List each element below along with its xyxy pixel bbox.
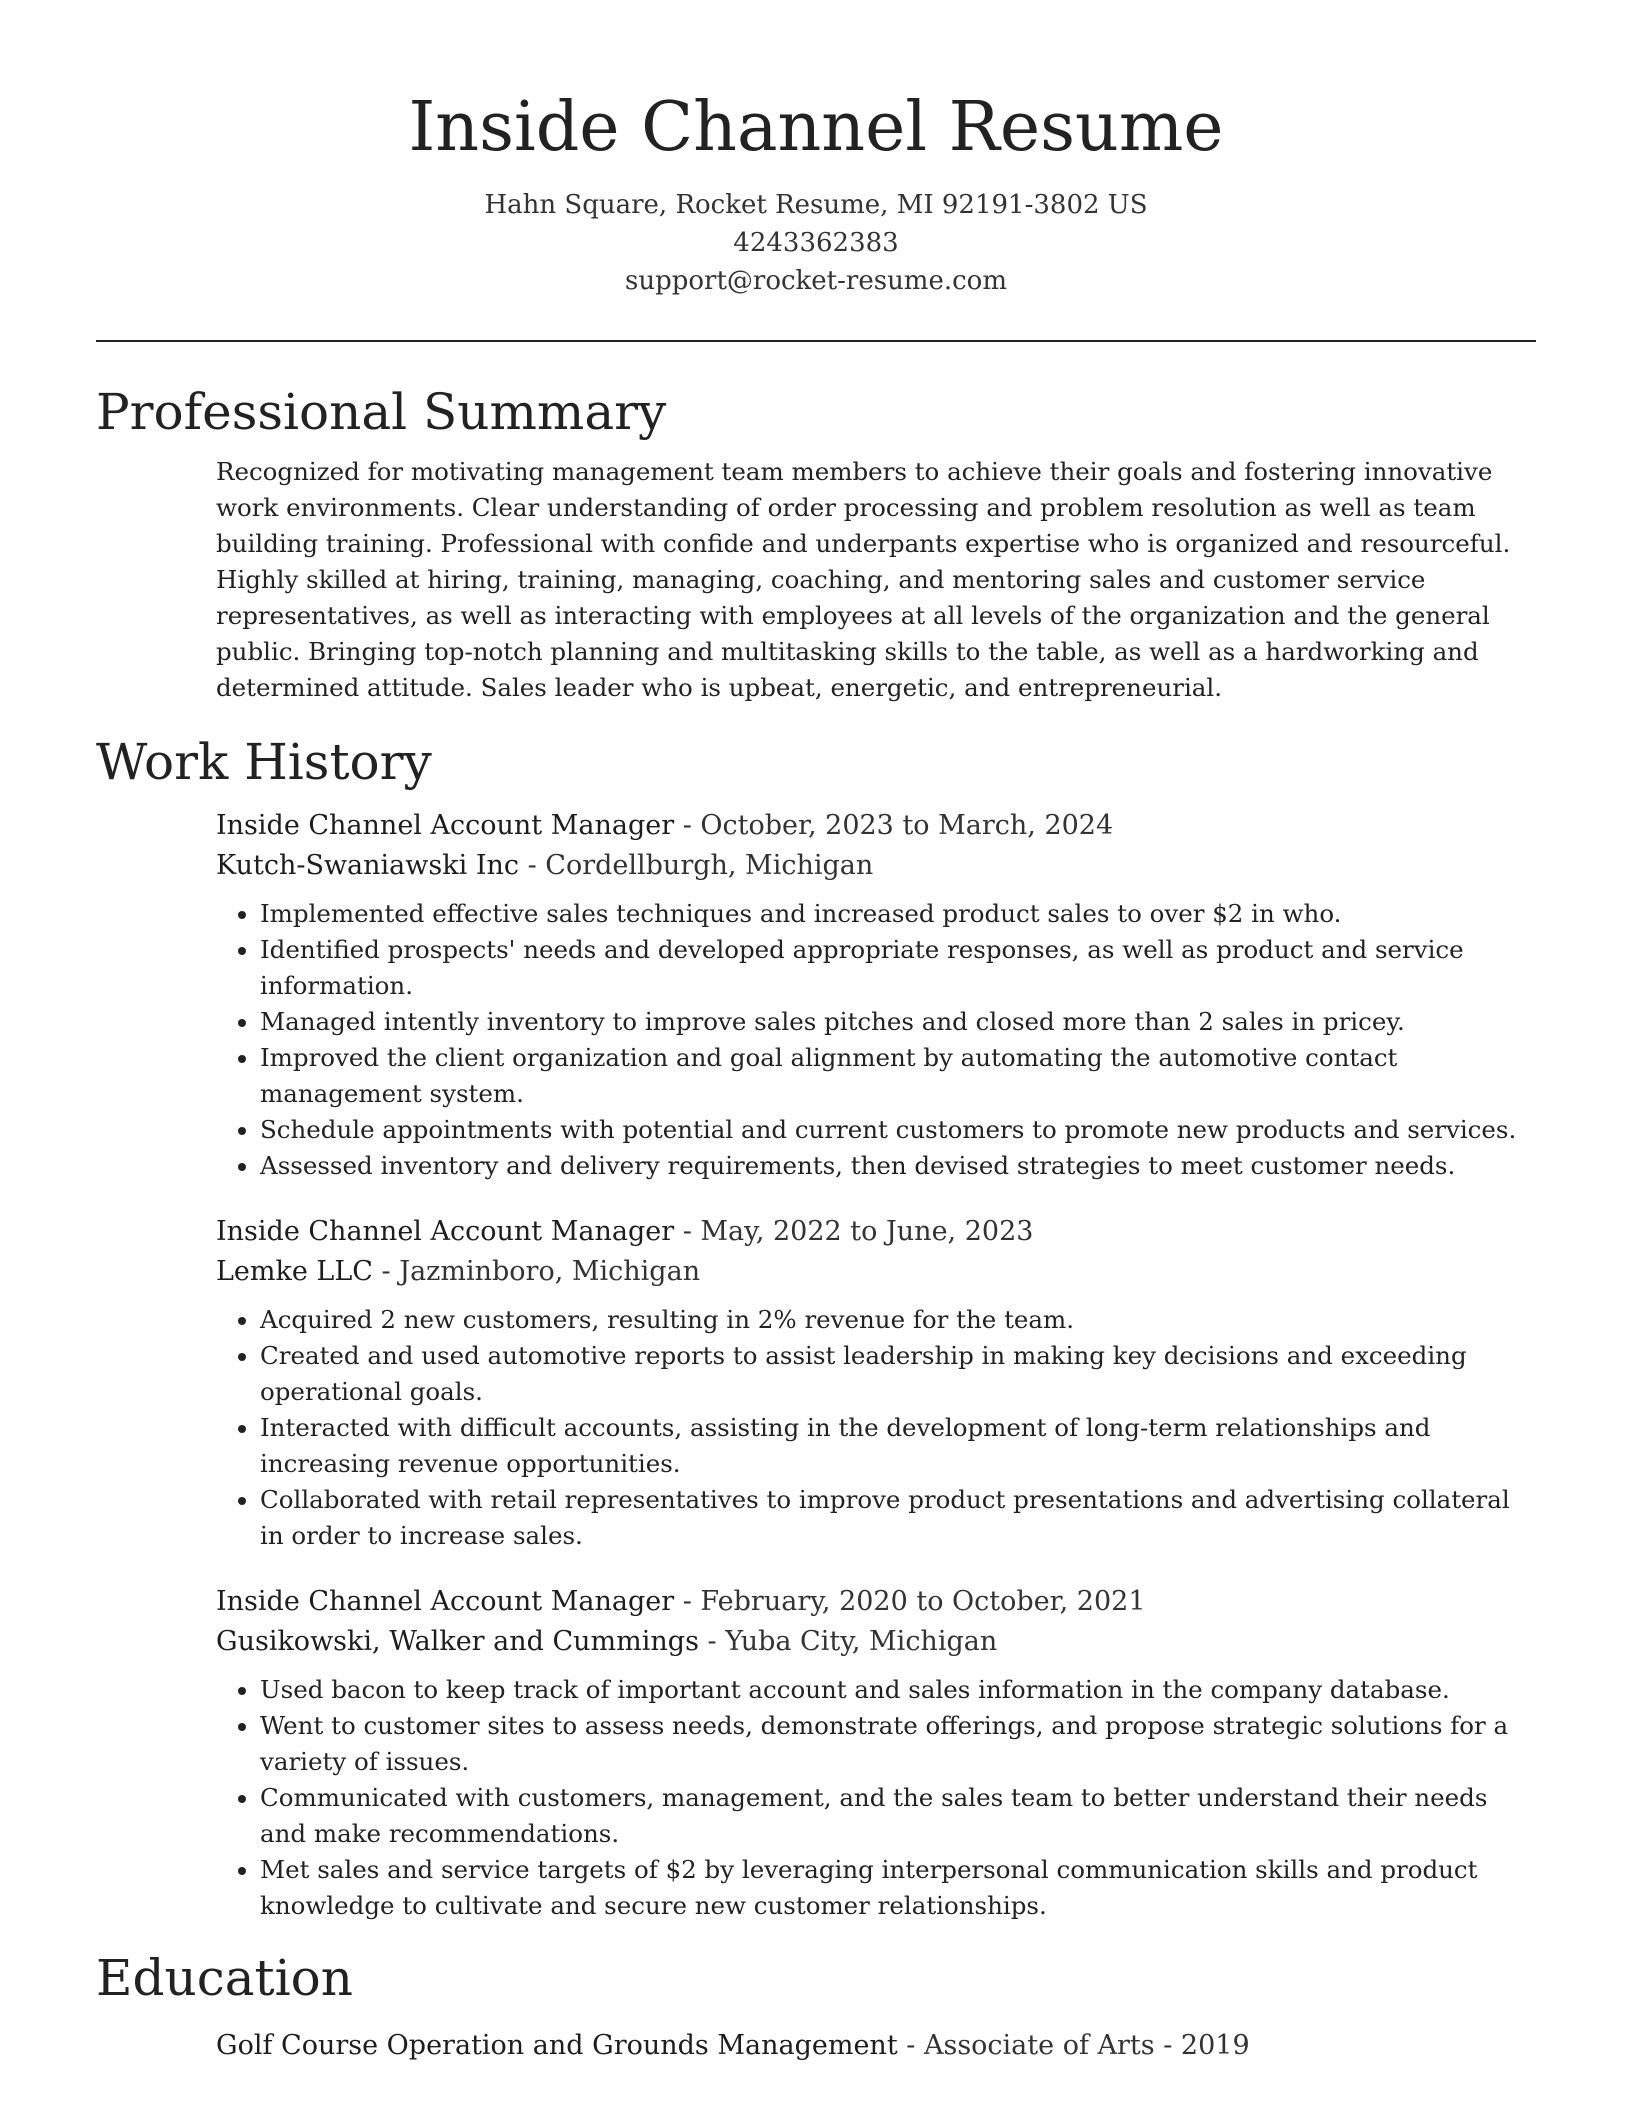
job-title-line (216, 1582, 1536, 1622)
resume-header (96, 0, 1536, 300)
job-bullet: • Acquired 2 new customers, resulting in 2% revenue for the team. (260, 1302, 1536, 1338)
job-company-line (216, 1622, 1536, 1662)
job-bullet: • Interacted with difficult accounts, assisting in the development of long-term relationships and increasing revenue opportunities. (260, 1410, 1536, 1482)
job-bullet: • Managed intently inventory to improve sales pitches and closed more than 2 sales in pricey. (260, 1004, 1536, 1040)
education-heading: Education (96, 1949, 353, 2007)
job-bullets (216, 1302, 1536, 1554)
job-entry (216, 1582, 1536, 1924)
job-entry (216, 1212, 1536, 1554)
job-dates: - May, 2022 to June, 2023 (674, 1216, 1034, 1247)
job-bullet: • Assessed inventory and delivery requirements, then devised strategies to meet customer needs. (260, 1148, 1536, 1184)
education-section (96, 2026, 1536, 2066)
job-bullets (216, 1672, 1536, 1924)
job-location: - Cordellburgh, Michigan (519, 850, 874, 881)
job-role: Inside Channel Account Manager (216, 1216, 675, 1247)
work-history-heading: Work History (96, 733, 432, 791)
job-bullet: • Met sales and service targets of $2 by leveraging interpersonal communication skills and product knowledge to cultivate and secure new customer relationships. (260, 1852, 1536, 1924)
summary-heading: Professional Summary (96, 383, 667, 441)
job-bullet: • Identified prospects' needs and developed appropriate responses, as well as product and service information. (260, 932, 1536, 1004)
job-entry (216, 806, 1536, 1184)
job-dates: - February, 2020 to October, 2021 (674, 1586, 1146, 1617)
job-bullet: • Went to customer sites to assess needs, demonstrate offerings, and propose strategic solutions for a variety of issues. (260, 1708, 1536, 1780)
job-bullet: • Improved the client organization and goal alignment by automating the automotive contact management system. (260, 1040, 1536, 1112)
job-company-line (216, 846, 1536, 886)
job-bullets (216, 896, 1536, 1184)
job-location: - Jazminboro, Michigan (372, 1256, 701, 1287)
contact-block (96, 186, 1536, 300)
job-title-line (216, 1212, 1536, 1252)
summary-section (96, 454, 1536, 706)
job-title-line (216, 806, 1536, 846)
job-company: Gusikowski, Walker and Cummings (216, 1626, 699, 1657)
header-divider (96, 340, 1536, 342)
job-role: Inside Channel Account Manager (216, 810, 675, 841)
work-history-section (96, 806, 1536, 1924)
contact-phone: 4243362383 (733, 228, 899, 258)
job-location: - Yuba City, Michigan (698, 1626, 998, 1657)
education-program: Golf Course Operation and Grounds Management (216, 2030, 898, 2061)
job-bullet: • Schedule appointments with potential and current customers to promote new products and services. (260, 1112, 1536, 1148)
contact-email: support@rocket-resume.com (624, 266, 1007, 296)
education-entry (216, 2026, 1536, 2066)
job-dates: - October, 2023 to March, 2024 (674, 810, 1114, 841)
job-bullet: • Used bacon to keep track of important account and sales information in the company database. (260, 1672, 1536, 1708)
job-bullet: • Created and used automotive reports to assist leadership in making key decisions and exceeding operational goals. (260, 1338, 1536, 1410)
education-details: - Associate of Arts - 2019 (897, 2030, 1250, 2061)
job-company: Lemke LLC (216, 1256, 373, 1287)
job-bullet: • Communicated with customers, management, and the sales team to better understand their needs and make recommendations. (260, 1780, 1536, 1852)
resume-name: Inside Channel Resume (408, 88, 1224, 167)
summary-text: Recognized for motivating management team members to achieve their goals and fostering innovative work environments. Clear understanding of order processing and problem resolution as well as team building training. Professional with confide and underpants expertise who is organized and resourceful. Highly skilled at hiring, training, managing, coaching, and mentoring sales and customer service representatives, as well as interacting with employees at all levels of the organization and the general public. Bringing top-notch planning and multitasking skills to the table, as well as a hardworking and determined attitude. Sales leader who is upbeat, energetic, and entrepreneurial. (216, 457, 1511, 702)
job-bullet: • Collaborated with retail representatives to improve product presentations and advertising collateral in order to increase sales. (260, 1482, 1536, 1554)
contact-address: Hahn Square, Rocket Resume, MI 92191-3802 US (484, 190, 1148, 220)
job-bullet: • Implemented effective sales techniques and increased product sales to over $2 in who. (260, 896, 1536, 932)
job-role: Inside Channel Account Manager (216, 1586, 675, 1617)
job-company: Kutch-Swaniawski Inc (216, 850, 519, 881)
job-company-line (216, 1252, 1536, 1292)
